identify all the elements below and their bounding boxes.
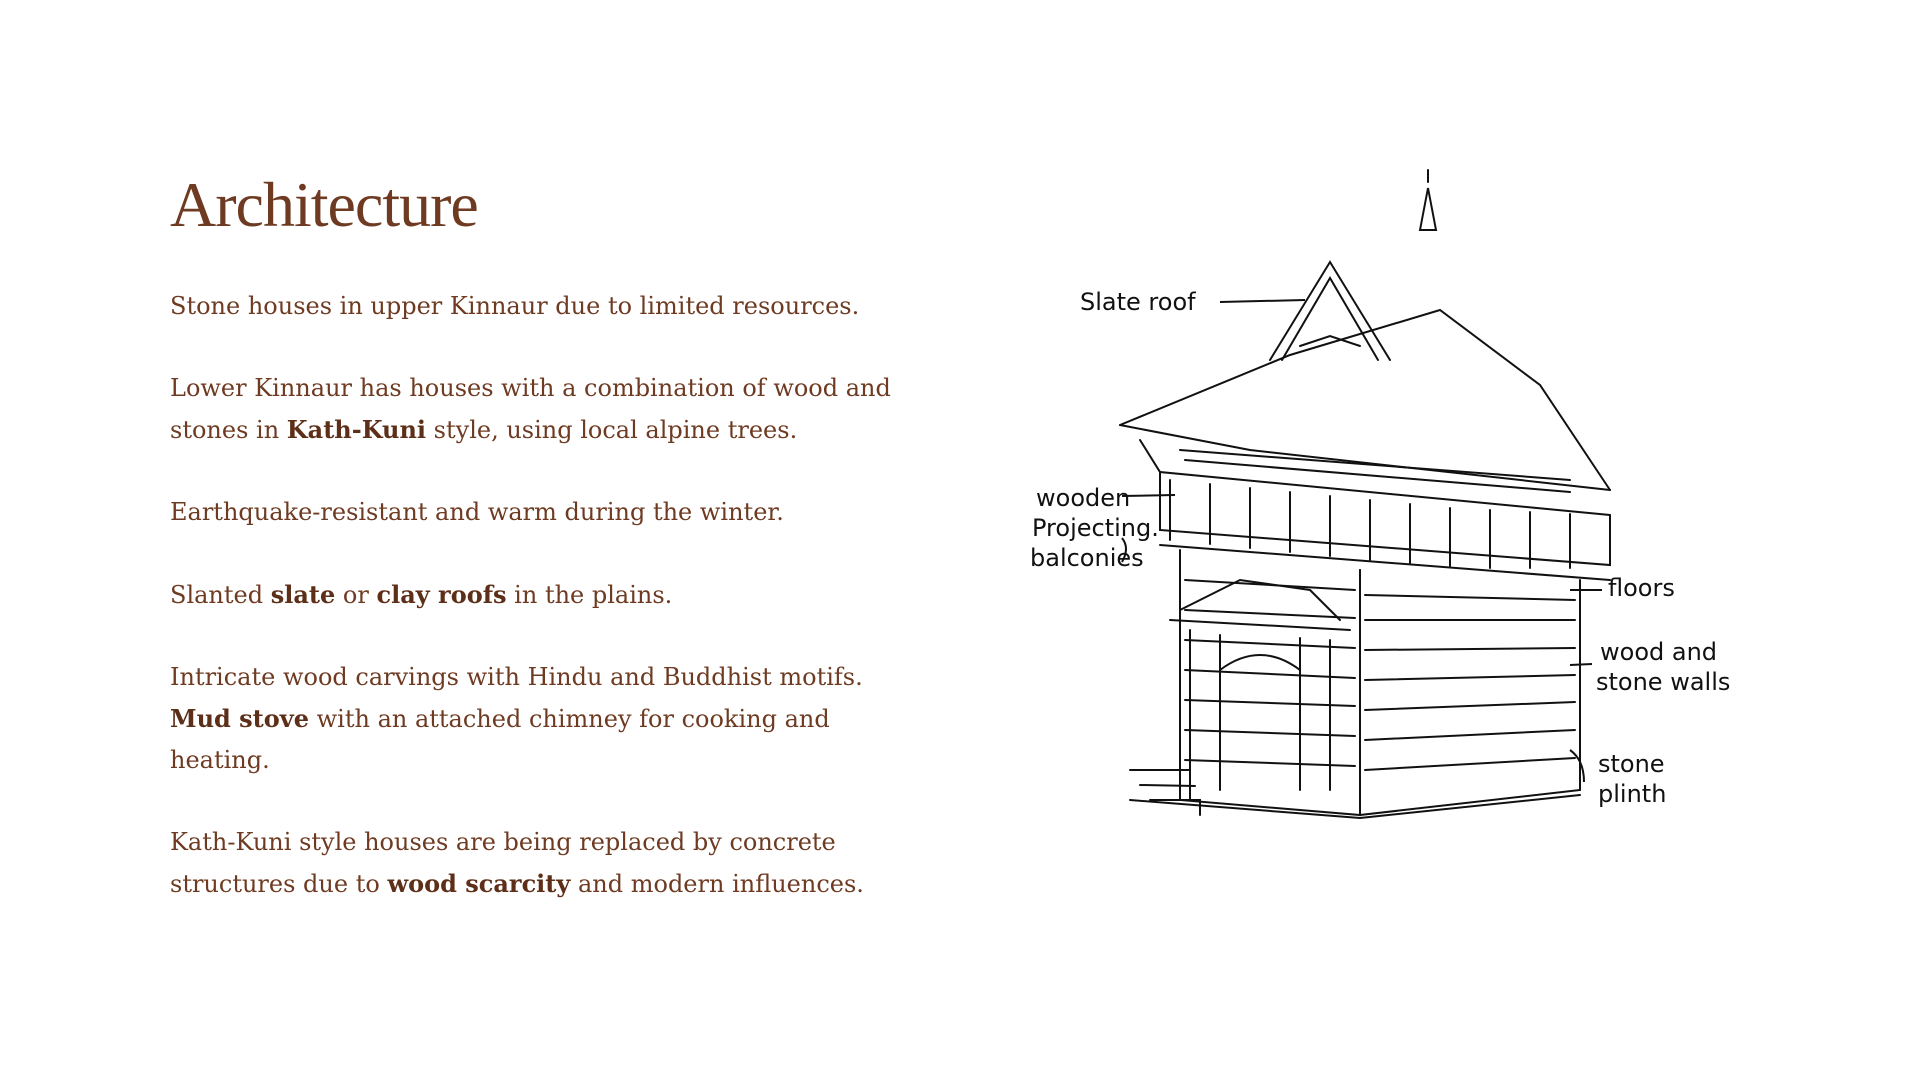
text-run: Kath-Kuni style houses are being replaced by concrete structures due to <box>170 828 836 898</box>
label-plinth: plinth <box>1598 780 1667 808</box>
text-run: style, using local alpine trees. <box>426 416 798 444</box>
text-run: with an attached chimney for cooking and heating. <box>170 705 830 774</box>
text-run: Intricate wood carvings with Hindu and Buddhist motifs. <box>170 663 863 691</box>
text-run: in the plains. <box>506 581 673 609</box>
paragraph <box>170 492 930 533</box>
bold-term: wood scarcity <box>387 869 571 898</box>
label-stone-walls: stone walls <box>1596 668 1731 696</box>
text-run: Lower Kinnaur has houses with a combination of wood and stones in <box>170 374 891 444</box>
text-run: Earthquake-resistant and warm during the winter. <box>170 498 784 526</box>
paragraph <box>170 286 930 327</box>
paragraph <box>170 822 930 905</box>
bold-term: Kath-Kuni <box>286 415 427 444</box>
page-title: Architecture <box>170 169 478 240</box>
house-sketch-illustration <box>1010 150 1740 870</box>
label-balconies: balconies <box>1030 544 1144 572</box>
house-sketch-svg <box>1010 150 1740 870</box>
paragraph <box>170 574 930 616</box>
bold-term: Mud stove <box>170 704 309 733</box>
label-projecting: Projecting. <box>1032 514 1159 542</box>
paragraph <box>170 657 930 781</box>
text-run: Stone houses in upper Kinnaur due to limited resources. <box>170 292 860 320</box>
paragraph <box>170 368 930 451</box>
bold-term: slate <box>270 580 336 609</box>
label-floors: floors <box>1608 574 1675 602</box>
text-run: Slanted <box>170 581 271 609</box>
label-slate-roof: Slate roof <box>1080 288 1196 316</box>
bold-term: clay roofs <box>376 580 507 609</box>
label-wooden: wooden <box>1036 484 1131 512</box>
body-text <box>170 286 930 946</box>
text-run: and modern influences. <box>570 870 864 898</box>
text-run: or <box>335 581 377 609</box>
label-stone: stone <box>1598 750 1665 778</box>
house-drawing <box>1120 170 1610 818</box>
label-wood-and: wood and <box>1600 638 1718 666</box>
